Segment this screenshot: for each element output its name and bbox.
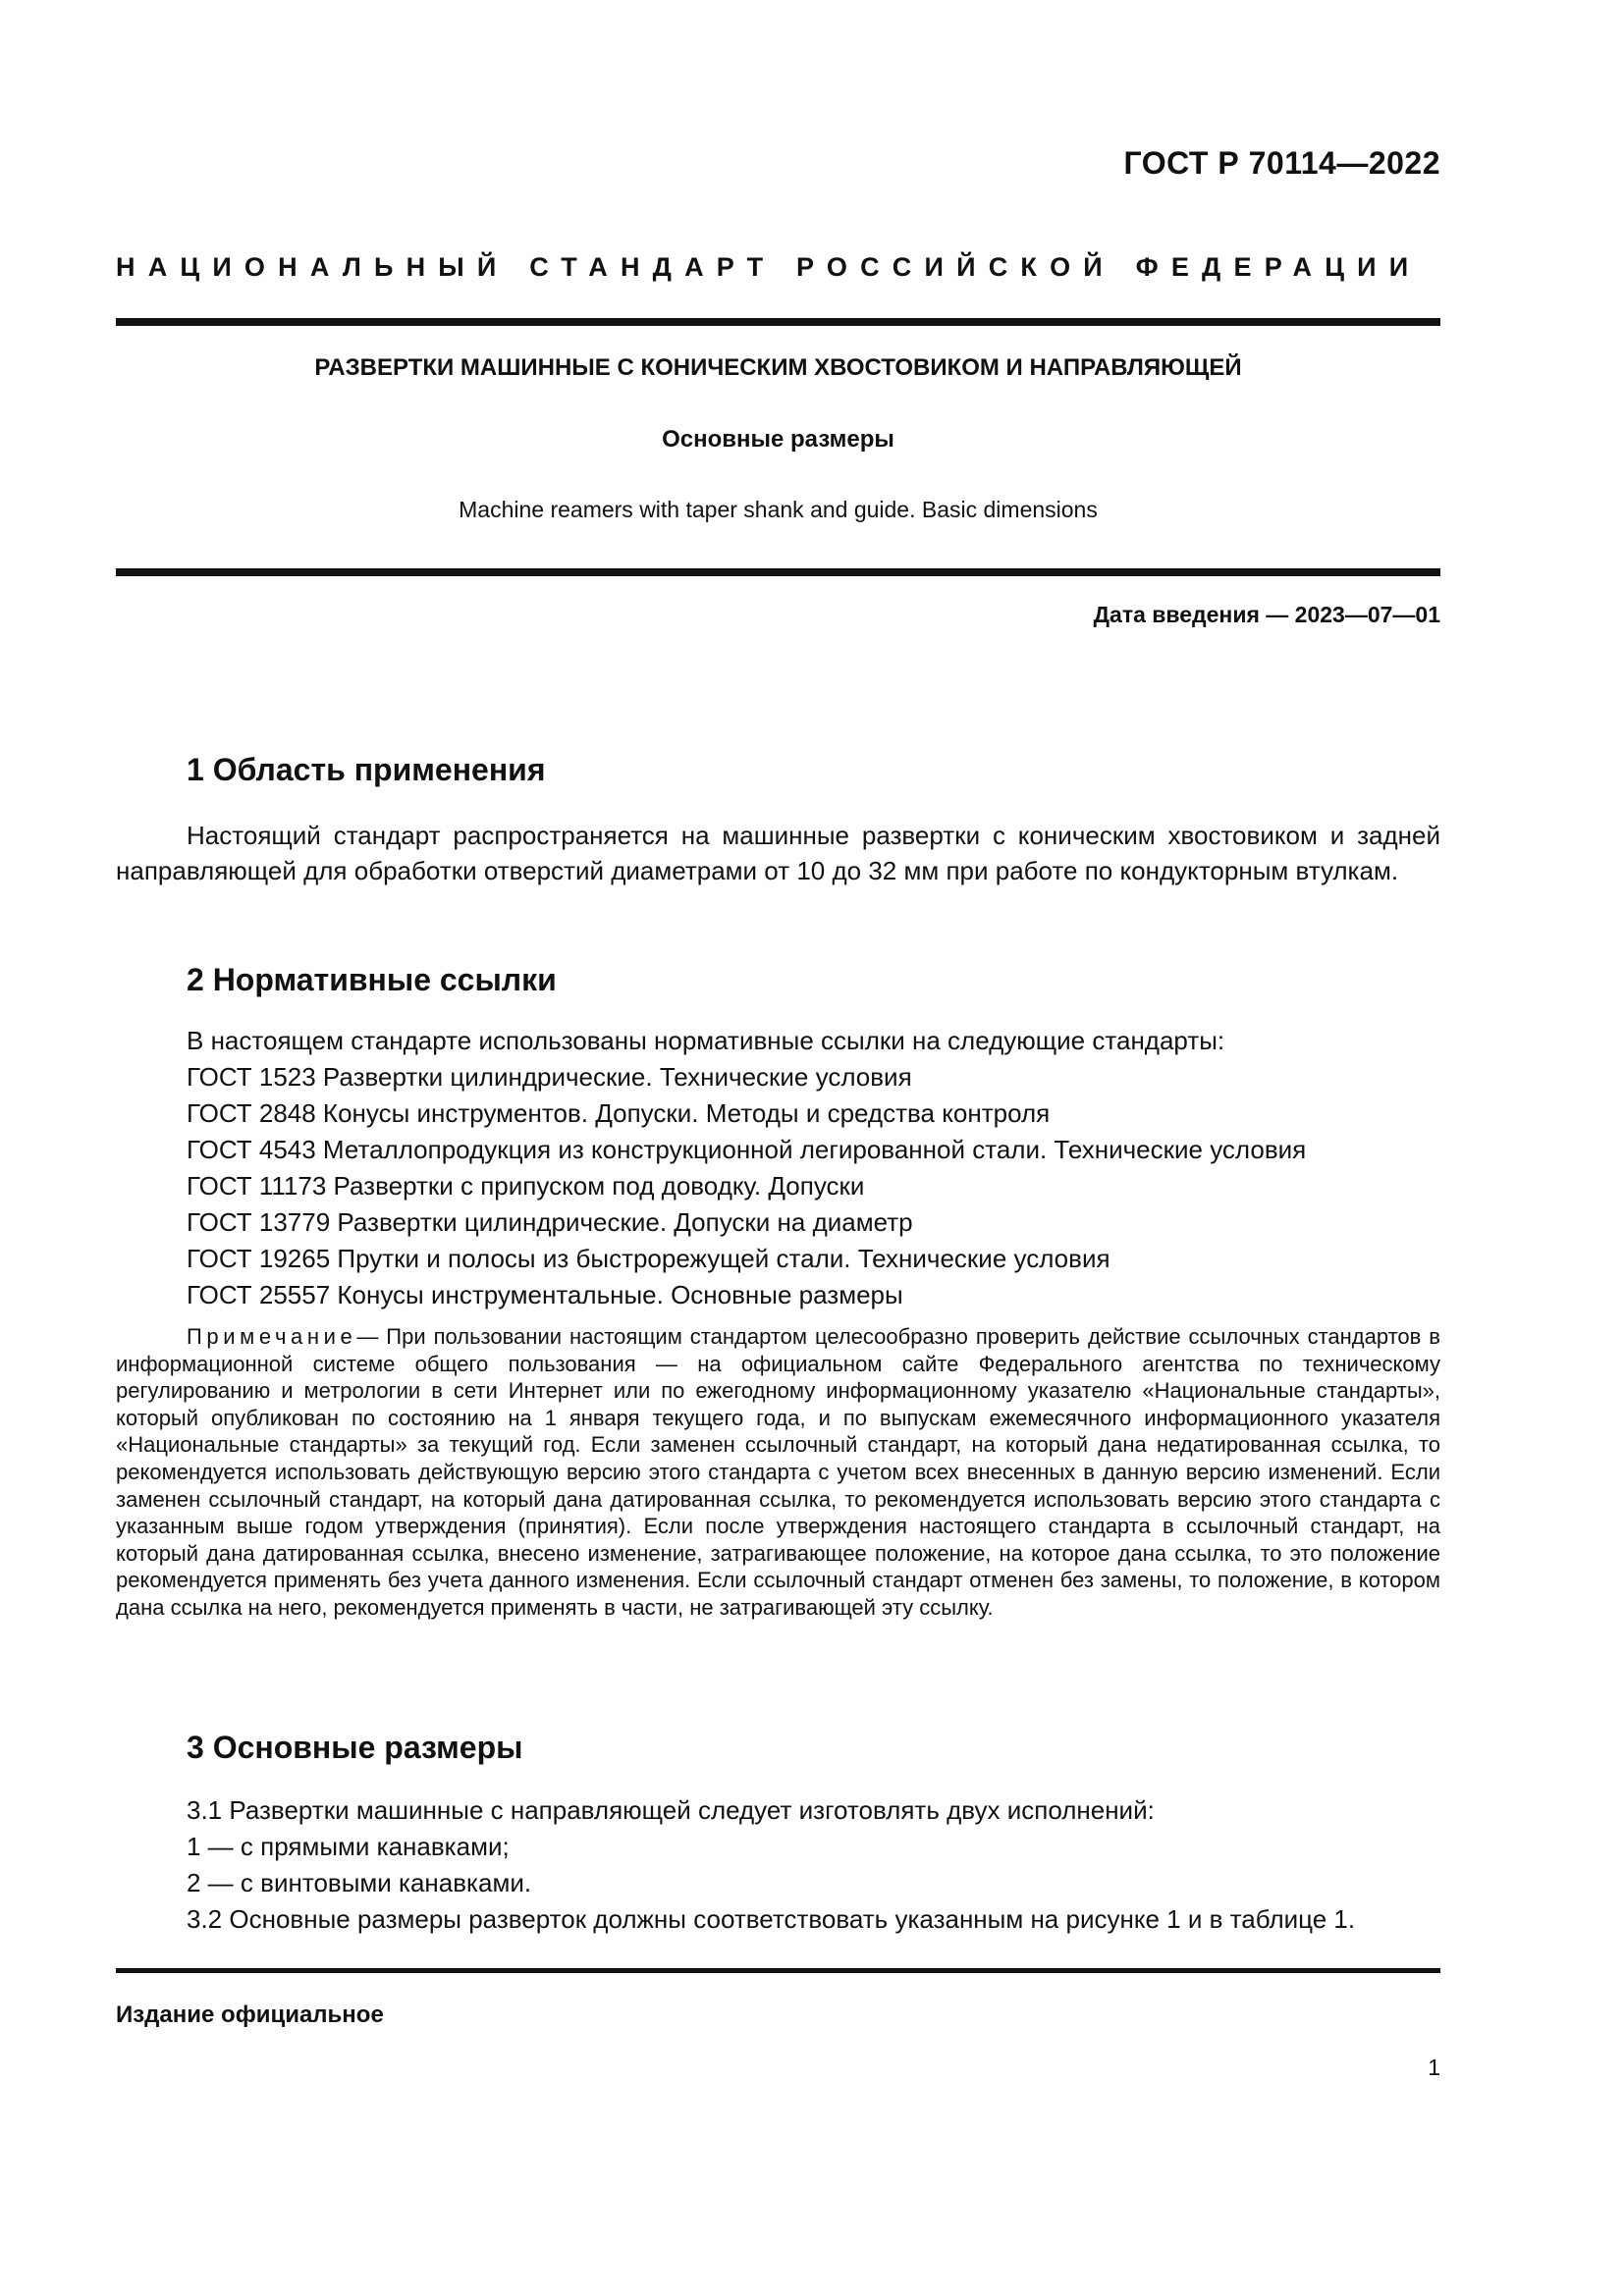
note-paragraph (116, 1323, 1440, 1622)
document-title: РАЗВЕРТКИ МАШИННЫЕ С КОНИЧЕСКИМ ХВОСТОВИКОМ И НАПРАВЛЯЮЩЕЙ (314, 354, 1242, 381)
section-3-line: 3.2 Основные размеры разверток должны соответствовать указанным на рисунке 1 и в таблице 1. (187, 1904, 1356, 1934)
section-1-heading: 1 Область применения (187, 752, 546, 787)
introduction-date: Дата введения — 2023—07—01 (1093, 602, 1440, 627)
national-standard-banner: НАЦИОНАЛЬНЫЙ СТАНДАРТ РОССИЙСКОЙ ФЕДЕРАЦИИ (116, 252, 1422, 282)
section-1-text: Настоящий стандарт распространяется на машинные развертки с коническим хвостовиком и задней направляющей для обработки отверстий диаметрами от 10 до 32 мм при работе по кондукторным втулкам. (116, 821, 1440, 885)
section-2-intro: В настоящем стандарте использованы нормативные ссылки на следующие стандарты: (187, 1026, 1225, 1055)
header-rule-top (116, 318, 1440, 326)
header-rule-bottom (116, 568, 1440, 576)
reference-item: ГОСТ 4543 Металлопродукция из конструкционной легированной стали. Технические условия (187, 1135, 1307, 1164)
reference-item: ГОСТ 19265 Прутки и полосы из быстрорежущей стали. Технические условия (187, 1244, 1110, 1273)
page-number: 1 (1428, 2055, 1440, 2080)
document-number: ГОСТ Р 70114—2022 (1123, 145, 1440, 181)
reference-item: ГОСТ 1523 Развертки цилиндрические. Технические условия (187, 1062, 912, 1092)
note-label: Примечание (187, 1324, 357, 1349)
english-title: Machine reamers with taper shank and guide. Basic dimensions (459, 497, 1098, 522)
official-edition-label: Издание официальное (116, 2002, 384, 2028)
section-3-line: 2 — с винтовыми канавками. (187, 1868, 532, 1897)
document-subtitle: Основные размеры (662, 426, 894, 453)
section-3-line: 1 — с прямыми канавками; (187, 1832, 510, 1861)
note-text: — При пользовании настоящим стандартом целесообразно проверить действие ссылочных стандартов в информационной системе общего пользования — на официальном сайте Федерального агентства по техническому регулированию и метрологии в сети Интернет или по ежегодному информационному указателю «Национальные стандарты», который опубликован по состоянию на 1 января текущего года, и по выпускам ежемесячного информационного указателя «Национальные стандарты» за текущий год. Если заменен ссылочный стандарт, на который дана недатированная ссылка, то рекомендуется использовать действующую версию этого стандарта с учетом всех внесенных в данную версию изменений. Если заменен ссылочный стандарт, на который дана датированная ссылка, то рекомендуется использовать версию этого стандарта с указанным выше годом утверждения (принятия). Если после утверждения настоящего стандарта в ссылочный стандарт, на который дана датированная ссылка, внесено изменение, затрагивающее положение, на которое дана ссылка, то это положение рекомендуется применять без учета данного изменения. Если ссылочный стандарт отменен без замены, то положение, в котором дана ссылка на него, рекомендуется применять в части, не затрагивающей эту ссылку. (116, 1324, 1440, 1620)
reference-item: ГОСТ 13779 Развертки цилиндрические. Допуски на диаметр (187, 1207, 913, 1237)
section-3-heading: 3 Основные размеры (187, 1730, 523, 1765)
section-2-heading: 2 Нормативные ссылки (187, 962, 557, 997)
section-3-line: 3.1 Развертки машинные с направляющей следует изготовлять двух исполнений: (187, 1795, 1155, 1825)
reference-item: ГОСТ 2848 Конусы инструментов. Допуски. Методы и средства контроля (187, 1098, 1051, 1128)
footer-rule (116, 1968, 1440, 1973)
reference-item: ГОСТ 25557 Конусы инструментальные. Основные размеры (187, 1280, 903, 1309)
reference-item: ГОСТ 11173 Развертки с припуском под доводку. Допуски (187, 1171, 865, 1201)
